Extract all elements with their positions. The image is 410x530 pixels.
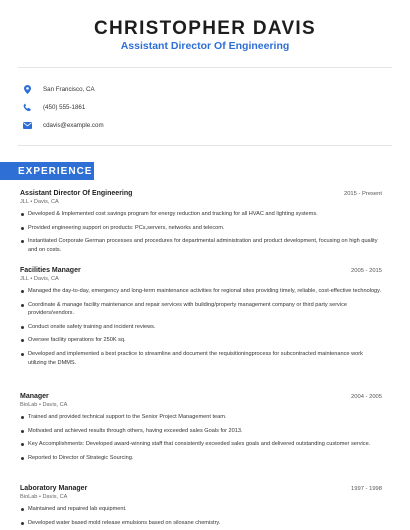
- job-title: Manager: [20, 393, 49, 400]
- location-text: San Francisco, CA: [43, 85, 95, 93]
- contact-divider: [18, 145, 392, 146]
- job-company-line: JLL • Davis, CA: [20, 276, 59, 282]
- bullet-item: Developed and implemented a best practice to streamline and document the requisitioningprocess for subcontracted maintenance work utilizing the DMMS.: [20, 350, 382, 367]
- job-company: BioLab: [20, 402, 38, 408]
- job-dates: 2015 - Present: [343, 191, 382, 197]
- candidate-role: Assistant Director Of Engineering: [120, 40, 290, 52]
- bullet-item: Reported to Director of Strategic Sourcing.: [20, 454, 382, 463]
- bullet-item: Coordinate & manage facility maintenance and repair services with building/property management company or third party service providers/vendors.: [20, 301, 382, 318]
- job-location: Davis, CA: [33, 199, 59, 205]
- contact-phone: [22, 101, 85, 113]
- bullet-item: Oversee facility operations for 250K sq.: [20, 336, 382, 345]
- job-title: Assistant Director Of Engineering: [20, 190, 133, 197]
- job-bullets: [20, 505, 382, 527]
- experience-section-header: [0, 162, 94, 180]
- job-company: BioLab: [20, 494, 38, 500]
- job-entry: [20, 190, 382, 254]
- job-entry: [20, 485, 382, 527]
- job-dates: 2004 - 2005: [351, 394, 382, 400]
- bullet-item: Conduct onsite safety training and incident reviews.: [20, 323, 382, 332]
- job-company-line: JLL • Davis, CA: [20, 199, 59, 205]
- bullet-item: Maintained and repaired lab equipment.: [20, 505, 382, 514]
- bullet-item: Key Accomplishments: Developed award-winning staff that consistently exceeded sales goals and delivered outstanding customer service.: [20, 440, 382, 449]
- envelope-icon: [22, 120, 32, 130]
- contact-email: [22, 119, 104, 131]
- job-entry: [20, 393, 382, 462]
- job-bullets: [20, 287, 382, 367]
- job-bullets: [20, 210, 382, 254]
- bullet-item: Trained and provided technical support to the Senior Project Management team.: [20, 413, 382, 422]
- candidate-name: CHRISTOPHER DAVIS: [94, 18, 316, 39]
- job-company: JLL: [20, 276, 29, 282]
- header-divider: [18, 67, 392, 68]
- job-bullets: [20, 413, 382, 462]
- section-title: EXPERIENCE: [18, 165, 93, 177]
- job-title: Laboratory Manager: [20, 485, 88, 492]
- contact-location: [22, 83, 95, 95]
- bullet-item: Motivated and achieved results through others, having exceeded sales Goals for 2013.: [20, 427, 382, 436]
- job-company: JLL: [20, 199, 29, 205]
- job-company-line: BioLab • Davis, CA: [20, 402, 68, 408]
- job-dates: 2005 - 2015: [351, 268, 382, 274]
- bullet-item: Instantiated Corporate German processes and procedures for departmental administration and product development, focusing on high quality and on costs.: [20, 237, 382, 254]
- phone-text: (450) 555-1861: [43, 103, 86, 111]
- job-dates: 1997 - 1998: [351, 486, 382, 492]
- bullet-item: Developed & Implemented cost savings program for energy reduction and tracking for all HVAC and lighting systems.: [20, 210, 382, 219]
- bullet-item: Managed the day-to-day, emergency and long-term maintenance activities for regional sites providing timely, reliable, cost-effective technology.: [20, 287, 382, 296]
- job-location: Davis, CA: [42, 402, 68, 408]
- phone-icon: [22, 102, 32, 112]
- email-text: cdavis@example.com: [43, 121, 104, 129]
- location-pin-icon: [22, 84, 32, 94]
- job-entry: [20, 267, 382, 367]
- job-location: Davis, CA: [33, 276, 59, 282]
- job-location: Davis, CA: [42, 494, 68, 500]
- bullet-item: Provided engineering support on products: PCs,servers, networks and telecom.: [20, 224, 382, 233]
- bullet-item: Developed water based mold release emulsions based on siloxane chemistry.: [20, 519, 382, 528]
- job-title: Facilities Manager: [20, 267, 81, 274]
- job-company-line: BioLab • Davis, CA: [20, 494, 68, 500]
